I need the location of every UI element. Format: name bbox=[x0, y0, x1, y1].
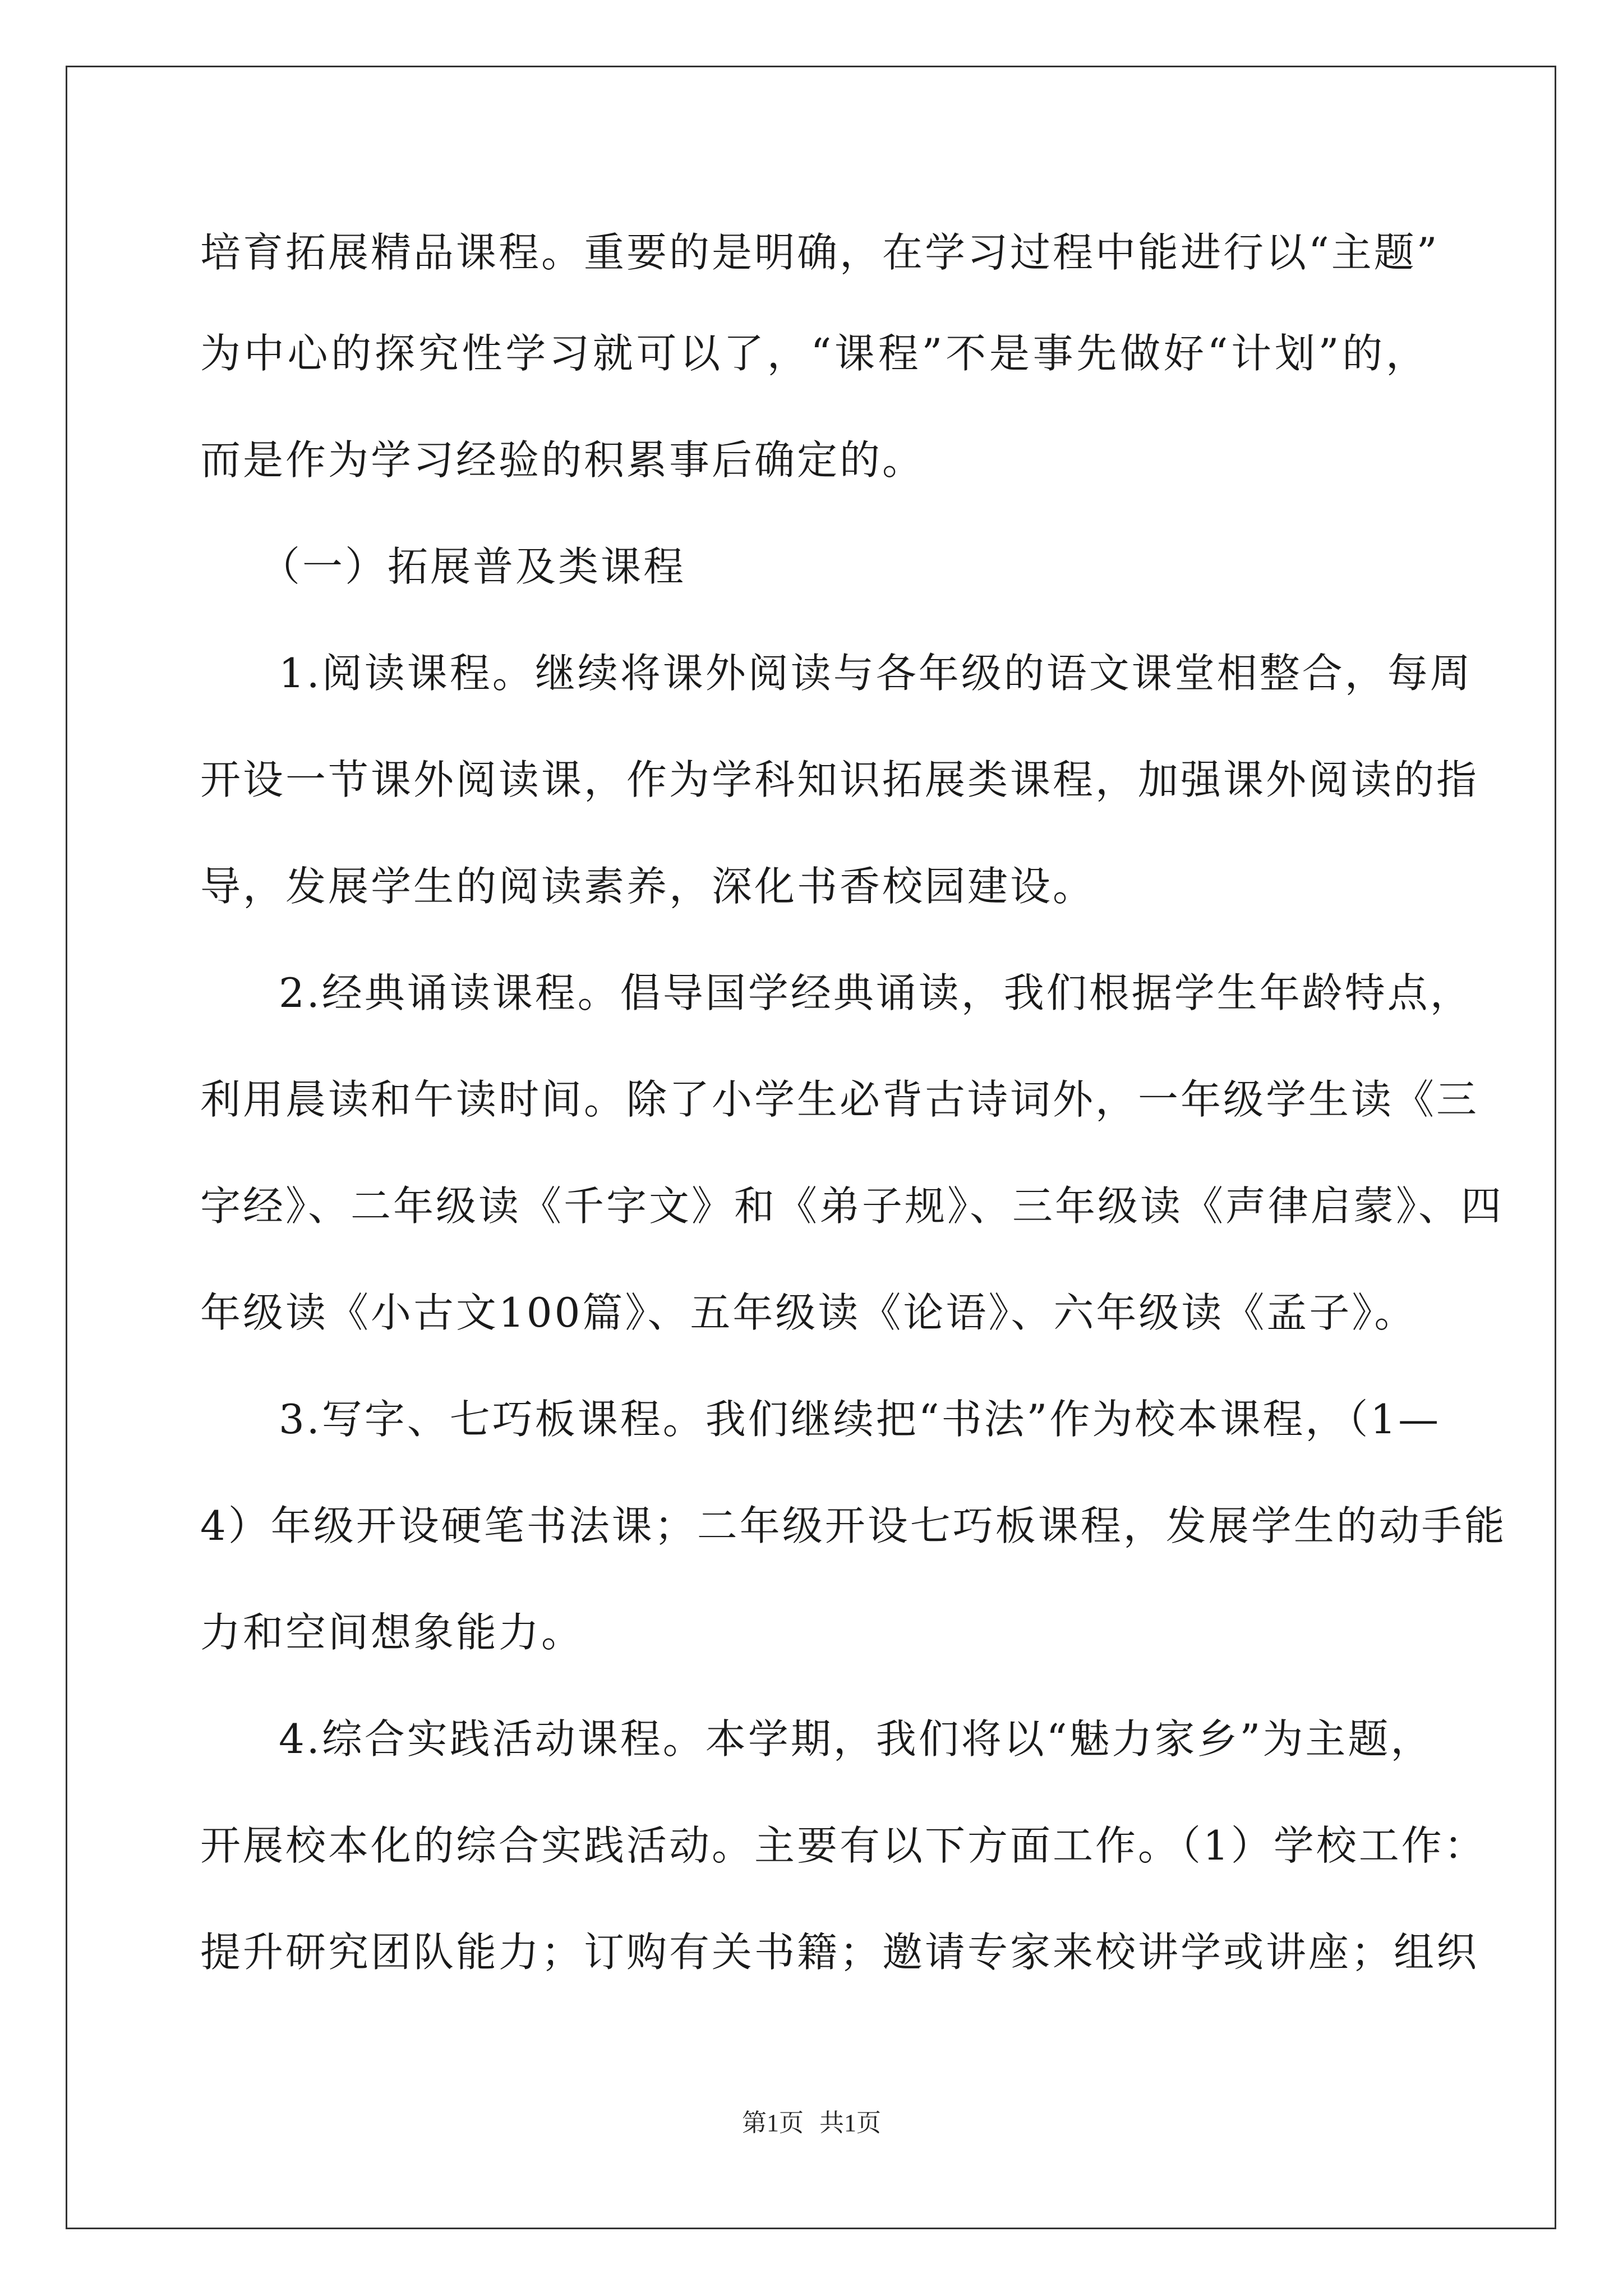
text-line: 培育拓展精品课程。重要的是明确，在学习过程中能进行以“主题” bbox=[200, 229, 1440, 276]
text-line: 利用晨读和午读时间。除了小学生必背古诗词外，一年级学生读《三 bbox=[200, 1076, 1479, 1123]
text-line: 字经》、二年级读《千字文》和《弟子规》、三年级读《声律启蒙》、四 bbox=[200, 1182, 1504, 1230]
text-line: 导，发展学生的阅读素养，深化书香校园建设。 bbox=[200, 863, 1096, 910]
text-line: 4.综合实践活动课程。本学期，我们将以“魅力家乡”为主题， bbox=[279, 1715, 1433, 1763]
text-line: 力和空间想象能力。 bbox=[200, 1609, 584, 1656]
text-line: 开设一节课外阅读课，作为学科知识拓展类课程，加强课外阅读的指 bbox=[200, 756, 1479, 803]
text-line: 4）年级开设硬笔书法课；二年级开设七巧板课程，发展学生的动手能 bbox=[200, 1502, 1507, 1549]
text-line: 年级读《小古文100篇》、五年级读《论语》、六年级读《孟子》。 bbox=[200, 1289, 1417, 1336]
page-total: 共1页 bbox=[819, 2109, 881, 2137]
page-number: 第1页 bbox=[742, 2109, 804, 2137]
text-line: 为中心的探究性学习就可以了，“课程”不是事先做好“计划”的， bbox=[200, 330, 1428, 377]
page-border bbox=[66, 66, 1556, 2229]
text-line: 而是作为学习经验的积累事后确定的。 bbox=[200, 436, 925, 484]
section-heading: （一）拓展普及类课程 bbox=[260, 543, 686, 590]
text-line: 开展校本化的综合实践活动。主要有以下方面工作。（1）学校工作： bbox=[200, 1822, 1487, 1869]
text-line: 3.写字、七巧板课程。我们继续把“书法”作为校本课程，（1— bbox=[279, 1396, 1441, 1443]
text-line: 1.阅读课程。继续将课外阅读与各年级的语文课堂相整合，每周 bbox=[279, 650, 1473, 697]
text-line: 提升研究团队能力；订购有关书籍；邀请专家来校讲学或讲座；组织 bbox=[200, 1929, 1479, 1976]
page-footer bbox=[0, 2106, 1623, 2140]
text-line: 2.经典诵读课程。倡导国学经典诵读，我们根据学生年龄特点， bbox=[279, 969, 1473, 1016]
